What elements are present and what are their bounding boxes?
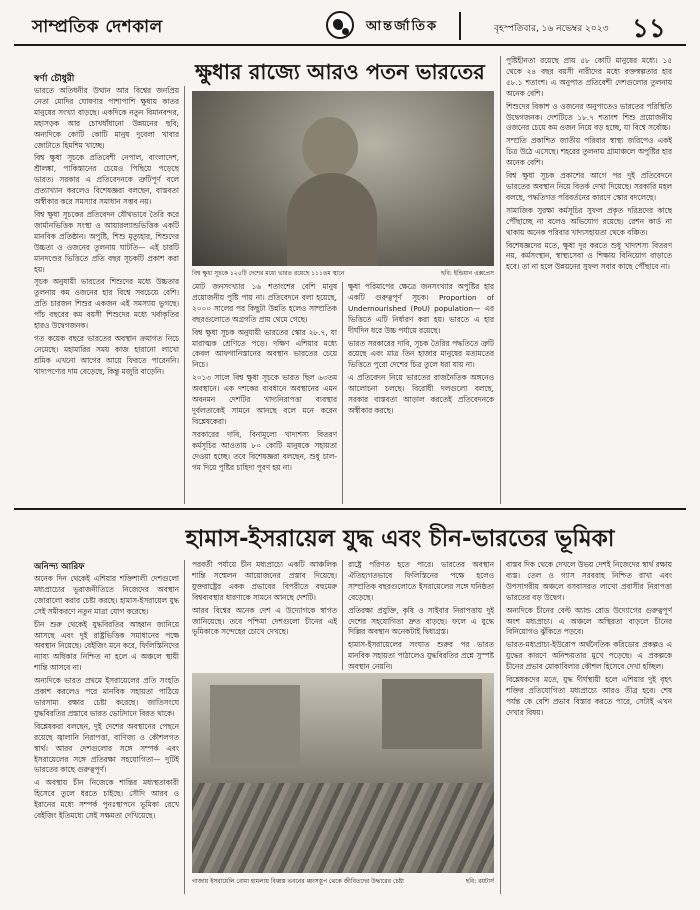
story1-column-4 <box>506 56 672 504</box>
story2-photo <box>192 673 494 873</box>
story2-photo-caption: গাজায় ইসরায়েলি বোমা হামলায় বিধ্বস্ত ভবনের ধ্বংসস্তূপ থেকে জীবিতদের উদ্ধারের চেষ্টা <box>192 878 404 885</box>
story1-column-3 <box>348 282 494 504</box>
column-rule <box>184 86 185 504</box>
globe-icon <box>326 11 354 39</box>
paragraph: আরব বিশ্বের অনেক দেশ এ উদ্যোগকে স্বাগত জানিয়েছে। তবে পশ্চিমা দেশগুলো চীনের এই ভূমিকাকে সন্দেহের চোখে দেখছে। <box>192 605 337 637</box>
paragraph: সম্প্রতি প্রকাশিত জাতীয় পরিবার স্বাস্থ্য জরিপেও একই চিত্র উঠে এসেছে। শহরের তুলনায় গ্রামাঞ্চলে অপুষ্টির হার অনেক বেশি। <box>506 136 672 168</box>
paragraph: পুষ্টিহীনতা রয়েছে প্রায় ৫৮ কোটি মানুষের মধ্যে। ১৫ থেকে ২৪ বছর বয়সী নারীদের মধ্যে রক্তস্বল্পতার হার ৫৮.১ শতাংশ। এ অনুপাত প্রতিবেশী দেশগুলোর তুলনায় অনেক বেশি। <box>506 56 672 98</box>
rubble <box>192 783 494 873</box>
publication-date: বৃহস্পতিবার, ১৬ নভেম্বর ২০২৩ <box>494 24 609 34</box>
section-title: আন্তর্জাতিক <box>366 19 439 34</box>
paragraph: ভারত সরকারের দাবি, সূচক তৈরির পদ্ধতিতে ত্রুটি রয়েছে এবং মাত্র তিন হাজার মানুষের মতামতের ভিত্তিতে পুরো দেশের চিত্র তুলে ধরা যায় না। <box>348 338 494 370</box>
child-figure-body <box>287 173 377 266</box>
paragraph: বাস্তব দিক থেকে দেখলে উভয় দেশই নিজেদের স্বার্থ রক্ষায় ব্যস্ত। তেল ও গ্যাস সরবরাহ নিশ্চিত রাখা এবং উপসাগরীয় অঞ্চলে বসবাসরত লাখো প্রবাসীর নিরাপত্তা ভারতের বড় উদ্বেগ। <box>506 560 672 602</box>
paragraph: এ অবস্থায় চীন নিজেকে শান্তির মধ্যস্থতাকারী হিসেবে তুলে ধরতে চাইছে। সৌদি আরব ও ইরানের মধ্যে সম্পর্ক পুনঃস্থাপনে ভূমিকা রেখে বেইজিং ইতিমধ্যে সেই সক্ষমতা দেখিয়েছে। <box>34 778 179 821</box>
paragraph: প্রতিরক্ষা প্রযুক্তি, কৃষি ও সাইবার নিরাপত্তায় দুই দেশের সহযোগিতা দ্রুত বাড়ছে। ফলে এ যুদ্ধে দিল্লির অবস্থান অনেকটাই দ্বিধাগ্রস্ত। <box>348 605 494 637</box>
story1-column-2 <box>192 282 337 504</box>
story1-column-1 <box>34 86 179 504</box>
column-rule <box>342 560 343 670</box>
story2-column-3 <box>348 560 494 670</box>
column-rule <box>342 282 343 504</box>
ruined-wall <box>210 685 300 765</box>
story2-photo-credit: ছবি: রয়টার্স <box>465 878 494 885</box>
paragraph: রাষ্ট্রে পরিণত হতে পারে। ভারতের অবস্থান ঐতিহ্যগতভাবে ফিলিস্তিনের পক্ষে হলেও সাম্প্রতিক বছরগুলোতে ইসরায়েলের সঙ্গে ঘনিষ্ঠতা বেড়েছে। <box>348 560 494 602</box>
paragraph: এ প্রতিবেদন নিয়ে ভারতের রাজনৈতিক অঙ্গনেও আলোচনা চলছে। বিরোধী দলগুলো বলছে, সরকার বাস্তবতা আড়াল করতেই প্রতিবেদনকে অস্বীকার করছে। <box>348 373 494 415</box>
paragraph: অনেক দিন থেকেই এশিয়ার শক্তিশালী দেশগুলো মধ্যপ্রাচ্যের ভূরাজনীতিতে নিজেদের অবস্থান জোরালো করার চেষ্টা করছে। হামাস-ইসরায়েল যুদ্ধ সেই সমীকরণে নতুন মাত্রা যোগ করেছে। <box>34 574 179 616</box>
paragraph: বিশেষজ্ঞদের মতে, ক্ষুধা দূর করতে শুধু খাদ্যশস্য বিতরণ নয়, কর্মসংস্থান, স্বাস্থ্যসেবা ও শিক্ষায় বিনিয়োগ বাড়াতে হবে। তা না হলে উন্নয়নের সুফল সবার কাছে পৌঁছাবে না। <box>506 240 672 272</box>
paragraph: ভারত-মধ্যপ্রাচ্য-ইউরোপ অর্থনৈতিক করিডোর প্রকল্পও এ যুদ্ধের কারণে অনিশ্চয়তার মুখে পড়েছে। এ প্রকল্পকে চীনের প্রভাব মোকাবিলার কৌশল হিসেবে দেখা হচ্ছিল। <box>506 640 672 672</box>
paragraph: অন্যদিকে ভারত প্রথমে ইসরায়েলের প্রতি সংহতি প্রকাশ করলেও পরে মানবিক সহায়তা পাঠিয়ে ভারসাম্য রক্ষার চেষ্টা করেছে। জাতিসংঘে যুদ্ধবিরতির প্রস্তাবে ভারত ভোটদানে বিরত থাকে। <box>34 676 179 718</box>
paragraph: বিশ্লেষকদের মতে, যুদ্ধ দীর্ঘস্থায়ী হলে এশিয়ার দুই বৃহৎ শক্তির প্রতিযোগিতা মধ্যপ্রাচ্যে আরও তীব্র হবে। শেষ পর্যন্ত কে বেশি প্রভাব বিস্তার করতে পারে, সেটাই এখন দেখার বিষয়। <box>506 675 672 717</box>
paragraph: হামাস-ইসরায়েলের সংঘাত শুরুর পর ভারত মানবিক সহায়তা পাঠালেও যুদ্ধবিরতির প্রশ্নে সুস্পষ্ট অবস্থান নেয়নি। <box>348 640 494 670</box>
paragraph: পরবর্তী পর্যায়ে চীন মধ্যপ্রাচ্যে একটি আঞ্চলিক শান্তি সম্মেলন আয়োজনের প্রস্তাব দিয়েছে। যুক্তরাষ্ট্রের একক প্রভাবের বিপরীতে বহুমেরু বিশ্বব্যবস্থার ধারণাকে সামনে আনছে দেশটি। <box>192 560 337 602</box>
paragraph: সরকারের দাবি, বিনামূল্যে খাদ্যশস্য বিতরণ কর্মসূচির আওতায় ৮০ কোটি মানুষকে সহায়তা দেওয়া হচ্ছে। তবে বিশেষজ্ঞরা বলছেন, শুধু চাল-গম দিয়ে পুষ্টির চাহিদা পূরণ হয় না। <box>192 429 337 472</box>
story1-photo-caption: বিশ্ব ক্ষুধা সূচকে ১২৫টি দেশের মধ্যে ভারত রয়েছে ১১১তম স্থানে <box>192 270 345 277</box>
story1-byline: স্বর্ণা চৌধুরী <box>34 74 75 84</box>
child-figure <box>302 117 358 179</box>
page-header <box>14 8 686 46</box>
paragraph: অন্যদিকে চীনের বেল্ট অ্যান্ড রোড উদ্যোগের গুরুত্বপূর্ণ অংশ মধ্যপ্রাচ্য। এ অঞ্চলে অস্থিরতা বাড়লে চীনের বিনিয়োগও ঝুঁকিতে পড়বে। <box>506 605 672 637</box>
paragraph: বিশ্ব ক্ষুধা সূচকের প্রতিবেদন যৌথভাবে তৈরি করে জার্মানভিত্তিক সংস্থা ও আয়ারল্যান্ডভিত্তিক একটি মানবিক প্রতিষ্ঠান। অপুষ্টি, শিশু মৃত্যুহার, শিশুদের উচ্চতা ও ওজনের তুলনায় ঘাটতি— এই চারটি মানদণ্ডের ভিত্তিতে প্রতি বছর সূচকটি প্রকাশ করা হয়। <box>34 209 179 274</box>
story2-column-1 <box>34 574 179 894</box>
paragraph: মোট জনসংখ্যার ১৬ শতাংশের বেশি মানুষ প্রয়োজনীয় পুষ্টি পায় না। প্রতিবেদনে বলা হয়েছে, ২০০০ সালের পর কিছুটা উন্নতি হলেও সাম্প্রতিক বছরগুলোতে অগ্রগতি প্রায় থেমে গেছে। <box>192 282 337 324</box>
paragraph: ২০১৩ সালে বিশ্ব ক্ষুধা সূচকে ভারত ছিল ৬৩তম অবস্থানে। এক দশকের ব্যবধানে অবস্থানের এমন অবনমন দেশটির খাদ্যনিরাপত্তা ব্যবস্থার দুর্বলতাকেই সামনে আনছে বলে মনে করেন বিশ্লেষকেরা। <box>192 373 337 426</box>
story-divider <box>14 508 686 510</box>
paragraph: ক্ষুধা পরিমাপের ক্ষেত্রে জনসংখ্যার অপুষ্টির হার একটি গুরুত্বপূর্ণ সূচক। Proportion of Undernourished (PoU) population— এর ভিত্তিতে এটি নির্ধারণ করা হয়। ভারতে এ হার দীর্ঘদিন ধরে উচ্চ পর্যায়ে রয়েছে। <box>348 282 494 335</box>
paragraph: বিশ্ব ক্ষুধা সূচকে প্রতিবেশী নেপাল, বাংলাদেশ, শ্রীলঙ্কা, পাকিস্তানের চেয়েও পিছিয়ে পড়েছে ভারত। সরকার এ প্রতিবেদনকে ত্রুটিপূর্ণ বলে প্রত্যাখ্যান করলেও বিশেষজ্ঞরা বলছেন, বাস্তবতা অস্বীকার করে সমস্যার সমাধান সম্ভব নয়। <box>34 153 179 207</box>
paragraph: সূচক অনুযায়ী ভারতের শিশুদের মধ্যে উচ্চতার তুলনায় কম ওজনের হার বিশ্বে সবচেয়ে বেশি। প্রতি চারজন শিশুর একজন এই সমস্যায় ভুগছে। পাঁচ বছরের কম বয়সী শিশুদের মধ্যে খর্বাকৃতির হারও উদ্বেগজনক। <box>34 277 179 331</box>
paragraph: শিশুদের বিকাশ ও ওজনের অনুপাতেও ভারতের পরিস্থিতি উদ্বেগজনক। দেশটিতে ১৮.৭ শতাংশ শিশু প্রয়োজনীয় ওজনের চেয়ে কম ওজন নিয়ে বড় হচ্ছে, যা বিশ্বে সর্বোচ্চ। <box>506 101 672 133</box>
story2-column-2 <box>192 560 337 670</box>
column-rule <box>500 560 501 894</box>
story2-byline: অনিন্দ্য আরিফ <box>34 562 85 572</box>
story2-column-4 <box>506 560 672 894</box>
newspaper-name: সাম্প্রতিক দেশকাল <box>32 17 163 37</box>
story1-photo-credit: ছবি: ইন্ডিয়ান এক্সপ্রেস <box>441 270 494 277</box>
paragraph: চীন শুরু থেকেই যুদ্ধবিরতির আহ্বান জানিয়ে আসছে এবং দুই রাষ্ট্রভিত্তিক সমাধানের পক্ষে অবস্থান নিয়েছে। বেইজিং মনে করে, ফিলিস্তিনিদের ন্যায্য অধিকার নিশ্চিত না হলে এ অঞ্চলে স্থায়ী শান্তি আসবে না। <box>34 619 179 673</box>
paragraph: বিশ্ব ক্ষুধা সূচক প্রকাশের আগে পর দুই প্রতিবেদনে ভারতের অবস্থান নিয়ে বিতর্ক দেখা দিয়েছে। সরকারি মহল বলছে, পদ্ধতিগত পরিবর্তনের কারণে স্কোর বদলেছে। <box>506 171 672 202</box>
paragraph: বিশ্ব ক্ষুধা সূচক অনুযায়ী ভারতের স্কোর ২৮.৭, যা মারাত্মক শ্রেণিতে পড়ে। দক্ষিণ এশিয়ার মধ্যে কেবল আফগানিস্তানের অবস্থান ভারতের চেয়ে নিচে। <box>192 327 337 370</box>
story1-photo-caption-row <box>192 268 494 279</box>
paragraph: ভারতে অতিধনীর উত্থান আর বিশ্বের জনপ্রিয় নেতা মোদির ঘোষণার পাশাপাশি ক্ষুধায় কাতর মানুষের সংখ্যা বাড়ছে। একদিকে নতুন বিমানবন্দর, মহাসড়ক আর চোখধাঁধানো উন্নয়নের ছবি; অন্যদিকে কোটি কোটি মানুষ দুবেলা খাবার জোটাতে হিমশিম খাচ্ছে। <box>34 86 179 150</box>
story1-photo <box>192 91 494 266</box>
paragraph: সামাজিক সুরক্ষা কর্মসূচির সুফল প্রকৃত দরিদ্রদের কাছে পৌঁছাচ্ছে না বলেও অভিযোগ রয়েছে। রেশন কার্ড না থাকায় অনেক পরিবার খাদ্যসহায়তা থেকে বঞ্চিত। <box>506 205 672 237</box>
ruined-wall <box>382 679 482 749</box>
paragraph: বিশ্লেষকরা বলছেন, দুই দেশের অবস্থানের পেছনে রয়েছে জ্বালানি নিরাপত্তা, বাণিজ্য ও কৌশলগত স্বার্থ। আরব দেশগুলোর সঙ্গে সম্পর্ক এবং ইসরায়েলের সঙ্গে প্রতিরক্ষা সহযোগিতা— দুটিই ভারতের কাছে গুরুত্বপূর্ণ। <box>34 721 179 775</box>
paragraph: গত কয়েক বছরে ভারতের অবস্থান ক্রমাগত নিচে নেমেছে। মহামারির সময় কাজ হারানো লাখো শ্রমিক এখনো আগের আয়ে ফিরতে পারেননি। খাদ্যপণ্যের দাম বেড়েছে, কিন্তু মজুরি বাড়েনি। <box>34 333 179 376</box>
story2-photo-caption-row <box>192 876 494 887</box>
page-number: ১১ <box>632 14 666 44</box>
story1-headline: ক্ষুধার রাজ্যে আরও পতন ভারতের <box>195 60 485 84</box>
header-divider <box>459 12 461 40</box>
story2-headline: হামাস-ইসরায়েল যুদ্ধ এবং চীন-ভারতের ভূমিকা <box>185 526 615 552</box>
column-rule <box>500 56 501 504</box>
column-rule <box>184 560 185 894</box>
